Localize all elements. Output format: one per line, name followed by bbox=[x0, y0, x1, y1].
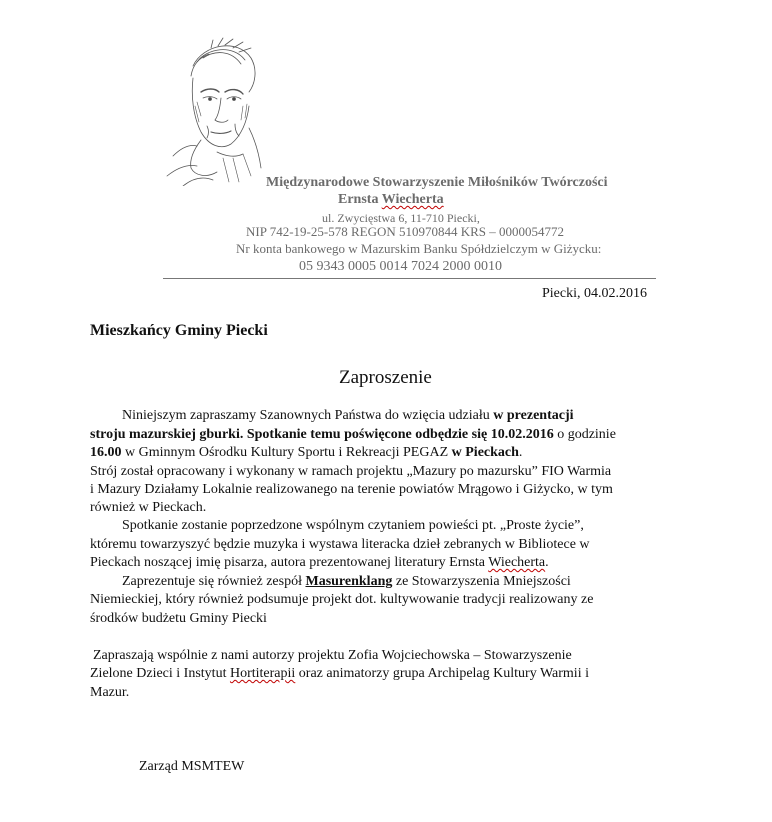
paragraph3-line3: środków budżetu Gminy Piecki bbox=[90, 611, 267, 626]
paragraph1-line3 bbox=[90, 445, 522, 461]
paragraph4-line1: Zapraszają wspólnie z nami autorzy projektu Zofia Wojciechowska – Stowarzyszenie bbox=[93, 648, 572, 663]
letter-date: Piecki, 04.02.2016 bbox=[542, 286, 647, 301]
paragraph1-line2 bbox=[90, 427, 616, 443]
paragraph2-line3-name: Wiecherta bbox=[488, 555, 546, 570]
paragraph3-line1-end: ze Stowarzyszenia Mniejszości bbox=[392, 574, 571, 589]
paragraph1-line2-text: o godzinie bbox=[553, 427, 616, 442]
paragraph1-line6: również w Pieckach. bbox=[90, 500, 207, 515]
paragraph2-line3 bbox=[90, 555, 549, 571]
organization-name-line1: Międzynarodowe Stowarzyszenie Miłośników Twórczości bbox=[266, 175, 608, 190]
organization-registration-ids: NIP 742-19-25-578 REGON 510970844 KRS – 0000054772 bbox=[246, 224, 565, 239]
paragraph4-line2-term: Hortiterapii bbox=[229, 666, 296, 681]
letter-signature: Zarząd MSMTEW bbox=[139, 759, 245, 774]
paragraph1-line3-time: 16.00 bbox=[90, 445, 122, 460]
paragraph2-line3-text: Pieckach noszącej imię pisarza, autora prezentowanej literatury Ernsta bbox=[90, 555, 489, 570]
paragraph4-line2-text: Zielone Dzieci i Instytut bbox=[90, 666, 230, 681]
paragraph1-line3-end: . bbox=[518, 445, 523, 460]
paragraph4-line3: Mazur. bbox=[90, 685, 130, 700]
paragraph1-line1-bold: w prezentacji bbox=[493, 408, 574, 423]
paragraph1-line3-place: w Pieckach bbox=[451, 445, 519, 460]
author-portrait-image bbox=[163, 36, 267, 186]
letter-title: Zaproszenie bbox=[339, 367, 432, 388]
organization-name-line2 bbox=[338, 192, 444, 208]
paragraph2-line3-end: . bbox=[545, 555, 549, 570]
paragraph2-line2: któremu towarzyszyć będzie muzyka i wystawa literacka dzieł zebranych w Bibliotece w bbox=[90, 537, 590, 552]
paragraph3-line2: Niemieckiej, który również podsumuje projekt dot. kultywowanie tradycji realizowany ze bbox=[90, 592, 594, 607]
paragraph1-line3-text: w Gminnym Ośrodku Kultury Sportu i Rekreacji PEGAZ bbox=[121, 445, 452, 460]
paragraph1-line5: i Mazury Działamy Lokalnie realizowanego na terenie powiatów Mrągowo i Giżycko, w tym bbox=[90, 482, 613, 497]
paragraph4-line2-end: oraz animatorzy grupa Archipelag Kultury Warmii i bbox=[295, 666, 589, 681]
organization-name-prefix: Ernsta bbox=[338, 192, 382, 207]
paragraph1-line4: Strój został opracowany i wykonany w ramach projektu „Mazury po mazursku” FIO Warmia bbox=[90, 464, 612, 479]
organization-bank-account: 05 9343 0005 0014 7024 2000 0010 bbox=[299, 259, 502, 274]
paragraph1-line2-bold: stroju mazurskiej gburki. Spotkanie temu poświęcone odbędzie się 10.02.2016 bbox=[90, 427, 554, 442]
organization-bank-label: Nr konta bankowego w Mazurskim Banku Spółdzielczym w Giżycku: bbox=[236, 241, 602, 256]
paragraph3-band-name: Masurenklang bbox=[305, 574, 393, 589]
paragraph3-line1-text: Zaprezentuje się również zespół bbox=[122, 574, 306, 589]
paragraph1-line1-text: Niniejszym zapraszamy Szanownych Państwa do wzięcia udziału bbox=[122, 408, 494, 423]
organization-address: ul. Zwycięstwa 6, 11-710 Piecki, bbox=[322, 211, 480, 225]
paragraph2-line1: Spotkanie zostanie poprzedzone wspólnym czytaniem powieści pt. „Proste życie”, bbox=[122, 518, 584, 533]
paragraph3-line1 bbox=[122, 574, 571, 590]
letter-recipient: Mieszkańcy Gminy Piecki bbox=[90, 322, 268, 339]
paragraph1-line1 bbox=[122, 408, 574, 424]
letterhead-divider bbox=[163, 278, 656, 279]
organization-name-surname: Wiecherta bbox=[381, 192, 444, 207]
paragraph4-line2 bbox=[90, 666, 589, 682]
